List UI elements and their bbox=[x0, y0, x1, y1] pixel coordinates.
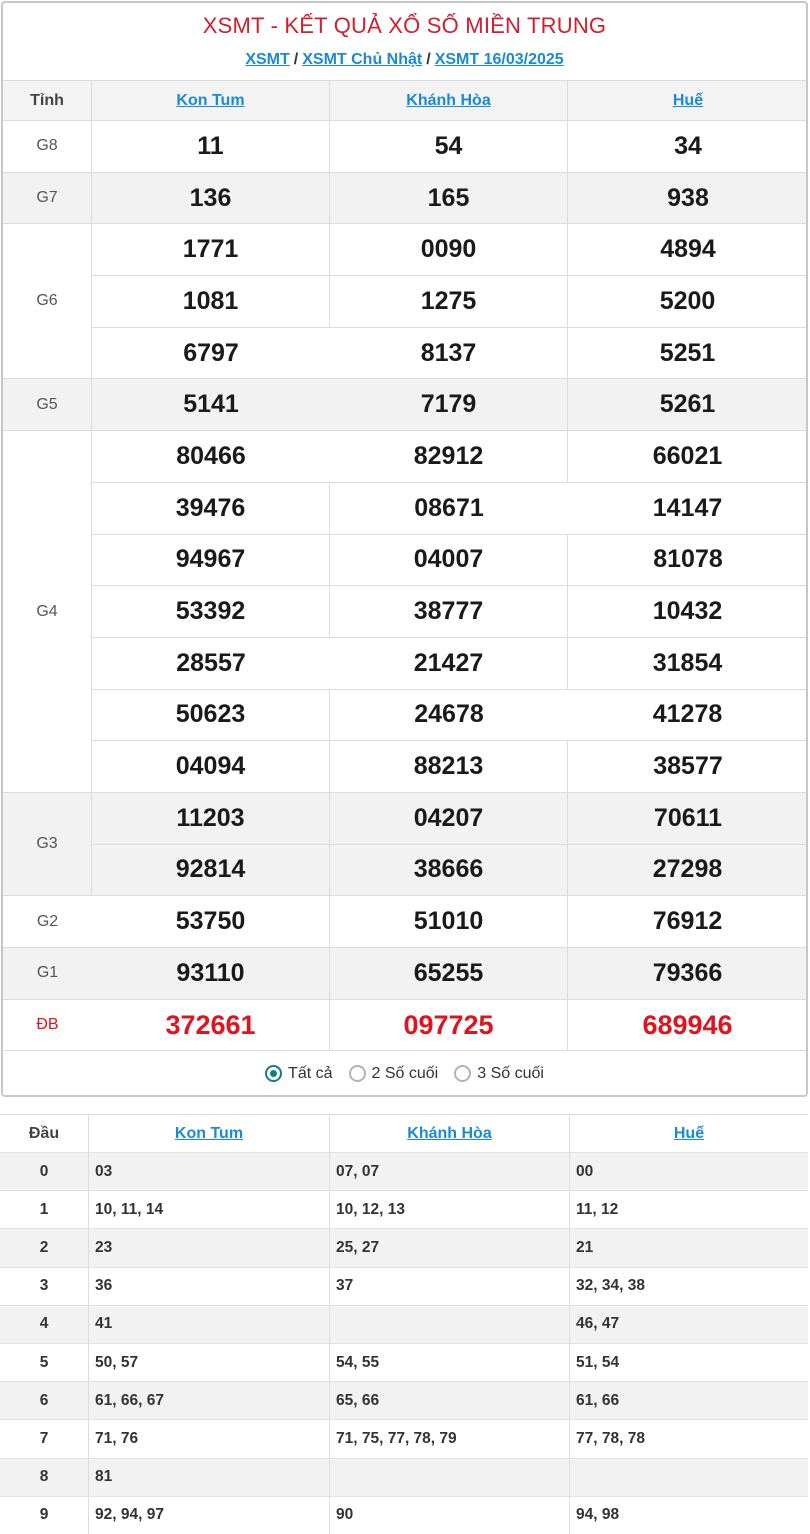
breadcrumb-xsmt-sunday[interactable]: XSMT Chủ Nhật bbox=[302, 51, 423, 68]
prize-number: 938 bbox=[568, 173, 808, 225]
loto-values: 10, 12, 13 bbox=[330, 1191, 570, 1229]
loto-values: 71, 76 bbox=[89, 1420, 330, 1458]
prize-number: 31854 bbox=[568, 638, 808, 690]
breadcrumb-separator: / bbox=[426, 51, 431, 68]
loto-values: 46, 47 bbox=[570, 1306, 808, 1344]
prize-label: ĐB bbox=[3, 1000, 92, 1052]
loto-values: 11, 12 bbox=[570, 1191, 808, 1229]
loto-values: 10, 11, 14 bbox=[89, 1191, 330, 1229]
digit-filter bbox=[3, 1050, 806, 1096]
prize-number: 10432 bbox=[568, 586, 808, 638]
province-header-khanh-hoa bbox=[330, 81, 568, 121]
loto-dau-digit: 5 bbox=[0, 1344, 89, 1382]
prize-number: 51010 bbox=[330, 896, 568, 948]
prize-label: G1 bbox=[3, 948, 92, 1000]
prize-label: G6 bbox=[3, 224, 92, 379]
loto-values: 25, 27 bbox=[330, 1229, 570, 1267]
loto-values: 32, 34, 38 bbox=[570, 1268, 808, 1306]
prize-number: 88213 bbox=[330, 741, 568, 793]
prize-number: 76912 bbox=[568, 896, 808, 948]
prize-number: 1081 bbox=[92, 276, 330, 328]
filter-option-last-2[interactable] bbox=[349, 1065, 439, 1083]
loto-dau-digit: 7 bbox=[0, 1420, 89, 1458]
prize-label: G8 bbox=[3, 121, 92, 173]
prize-label: G3 bbox=[3, 793, 92, 896]
prize-number: 04007 bbox=[330, 535, 568, 587]
prize-number: 4894 bbox=[568, 224, 808, 276]
loto-header-khanh-hoa bbox=[330, 1115, 570, 1153]
filter-label: 3 Số cuối bbox=[477, 1064, 544, 1082]
prize-number: 38666 bbox=[330, 845, 568, 897]
prize-number: 66021 bbox=[568, 431, 808, 483]
filter-option-all[interactable] bbox=[265, 1065, 332, 1083]
prize-number: 1771 bbox=[92, 224, 330, 276]
province-link-khanh-hoa[interactable]: Khánh Hòa bbox=[406, 91, 491, 109]
prize-label: G2 bbox=[3, 896, 92, 948]
prize-number: 53392 bbox=[92, 586, 330, 638]
province-link-hue[interactable]: Huế bbox=[672, 91, 704, 109]
loto-values: 21 bbox=[570, 1229, 808, 1267]
prize-number: 5200 bbox=[568, 276, 808, 328]
special-prize-number: 097725 bbox=[330, 1000, 568, 1052]
loto-values bbox=[330, 1306, 570, 1344]
loto-values: 36 bbox=[89, 1268, 330, 1306]
prize-number: 7179 bbox=[330, 379, 568, 431]
loto-header-kon-tum bbox=[89, 1115, 330, 1153]
prize-number: 08671 bbox=[330, 483, 568, 535]
prize-label: G4 bbox=[3, 431, 92, 793]
prize-number: 5261 bbox=[568, 379, 808, 431]
prize-number: 11203 bbox=[92, 793, 330, 845]
loto-values: 00 bbox=[570, 1153, 808, 1191]
prize-number: 81078 bbox=[568, 535, 808, 587]
radio-selected-icon bbox=[265, 1065, 282, 1082]
prize-number: 28557 bbox=[92, 638, 330, 690]
breadcrumb-separator: / bbox=[293, 51, 299, 68]
loto-values: 81 bbox=[89, 1459, 330, 1497]
loto-values: 94, 98 bbox=[570, 1497, 808, 1534]
loto-values: 51, 54 bbox=[570, 1344, 808, 1382]
prize-number: 41278 bbox=[568, 690, 808, 742]
loto-values: 03 bbox=[89, 1153, 330, 1191]
prize-number: 14147 bbox=[568, 483, 808, 535]
page-title: XSMT - KẾT QUẢ XỔ SỐ MIỀN TRUNG bbox=[202, 13, 607, 38]
prize-number: 38777 bbox=[330, 586, 568, 638]
loto-values: 37 bbox=[330, 1268, 570, 1306]
loto-values: 92, 94, 97 bbox=[89, 1497, 330, 1534]
special-prize-number: 372661 bbox=[92, 1000, 330, 1052]
prize-number: 53750 bbox=[92, 896, 330, 948]
loto-values: 23 bbox=[89, 1229, 330, 1267]
province-column-header: Tỉnh bbox=[3, 81, 92, 121]
filter-option-last-3[interactable] bbox=[454, 1065, 544, 1083]
loto-values bbox=[570, 1459, 808, 1497]
prize-number: 34 bbox=[568, 121, 808, 173]
loto-dau-digit: 2 bbox=[0, 1229, 89, 1267]
prize-number: 136 bbox=[92, 173, 330, 225]
loto-values: 50, 57 bbox=[89, 1344, 330, 1382]
radio-empty-icon bbox=[349, 1065, 366, 1082]
prize-number: 50623 bbox=[92, 690, 330, 742]
prize-number: 11 bbox=[92, 121, 330, 173]
prize-number: 8137 bbox=[330, 328, 568, 380]
prize-number: 79366 bbox=[568, 948, 808, 1000]
loto-values: 71, 75, 77, 78, 79 bbox=[330, 1420, 570, 1458]
prize-number: 82912 bbox=[330, 431, 568, 483]
loto-values: 65, 66 bbox=[330, 1382, 570, 1420]
prize-number: 5251 bbox=[568, 328, 808, 380]
loto-values: 77, 78, 78 bbox=[570, 1420, 808, 1458]
prize-number: 38577 bbox=[568, 741, 808, 793]
loto-head-table bbox=[0, 1114, 808, 1534]
filter-label: 2 Số cuối bbox=[371, 1064, 439, 1082]
loto-values: 90 bbox=[330, 1497, 570, 1534]
loto-header-hue bbox=[570, 1115, 808, 1153]
loto-province-link-khanh-hoa[interactable]: Khánh Hòa bbox=[407, 1124, 492, 1142]
loto-values: 41 bbox=[89, 1306, 330, 1344]
prize-number: 94967 bbox=[92, 535, 330, 587]
loto-dau-digit: 4 bbox=[0, 1306, 89, 1344]
prize-number: 1275 bbox=[330, 276, 568, 328]
breadcrumb bbox=[3, 51, 806, 69]
prize-label: G7 bbox=[3, 173, 92, 225]
breadcrumb-xsmt[interactable]: XSMT bbox=[245, 51, 290, 68]
loto-values: 54, 55 bbox=[330, 1344, 570, 1382]
breadcrumb-xsmt-date[interactable]: XSMT 16/03/2025 bbox=[434, 51, 564, 68]
prize-number: 165 bbox=[330, 173, 568, 225]
results-panel bbox=[1, 1, 808, 1097]
radio-empty-icon bbox=[454, 1065, 471, 1082]
loto-dau-digit: 6 bbox=[0, 1382, 89, 1420]
prize-number: 04094 bbox=[92, 741, 330, 793]
prize-number: 5141 bbox=[92, 379, 330, 431]
province-header-hue bbox=[568, 81, 808, 121]
results-table bbox=[3, 80, 808, 1051]
province-header-kon-tum bbox=[92, 81, 330, 121]
loto-dau-digit: 9 bbox=[0, 1497, 89, 1534]
prize-number: 24678 bbox=[330, 690, 568, 742]
loto-dau-digit: 8 bbox=[0, 1459, 89, 1497]
prize-number: 54 bbox=[330, 121, 568, 173]
prize-number: 21427 bbox=[330, 638, 568, 690]
filter-label: Tất cả bbox=[288, 1064, 333, 1082]
prize-number: 27298 bbox=[568, 845, 808, 897]
loto-values bbox=[330, 1459, 570, 1497]
prize-number: 93110 bbox=[92, 948, 330, 1000]
prize-number: 80466 bbox=[92, 431, 330, 483]
loto-values: 61, 66 bbox=[570, 1382, 808, 1420]
prize-number: 65255 bbox=[330, 948, 568, 1000]
loto-province-link-kon-tum[interactable]: Kon Tum bbox=[174, 1124, 244, 1142]
prize-label: G5 bbox=[3, 379, 92, 431]
prize-number: 6797 bbox=[92, 328, 330, 380]
special-prize-number: 689946 bbox=[568, 1000, 808, 1052]
prize-number: 39476 bbox=[92, 483, 330, 535]
province-link-kon-tum[interactable]: Kon Tum bbox=[176, 91, 245, 109]
prize-number: 92814 bbox=[92, 845, 330, 897]
loto-values: 07, 07 bbox=[330, 1153, 570, 1191]
prize-number: 04207 bbox=[330, 793, 568, 845]
loto-dau-digit: 0 bbox=[0, 1153, 89, 1191]
loto-column-header-dau: Đầu bbox=[0, 1115, 89, 1153]
loto-dau-digit: 3 bbox=[0, 1268, 89, 1306]
prize-number: 70611 bbox=[568, 793, 808, 845]
prize-number: 0090 bbox=[330, 224, 568, 276]
loto-province-link-hue[interactable]: Huế bbox=[673, 1124, 705, 1142]
loto-dau-digit: 1 bbox=[0, 1191, 89, 1229]
loto-values: 61, 66, 67 bbox=[89, 1382, 330, 1420]
